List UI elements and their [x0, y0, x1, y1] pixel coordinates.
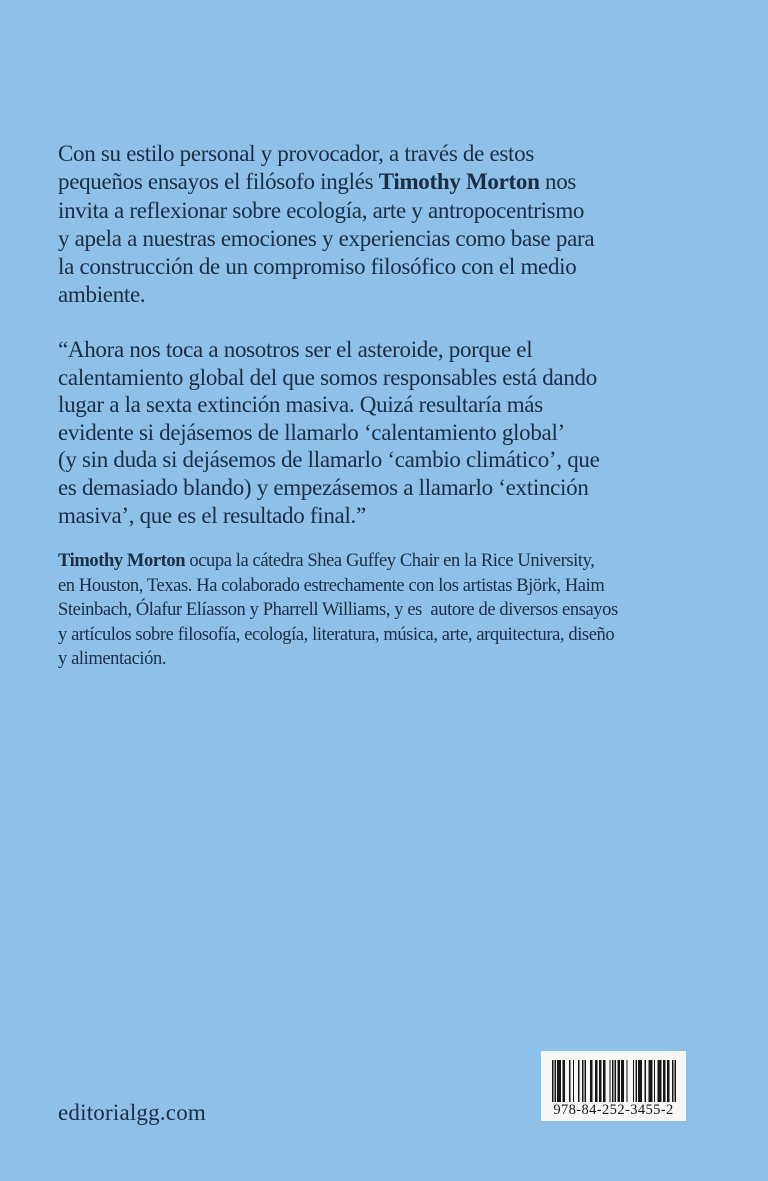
author-bio-paragraph: [58, 549, 618, 672]
text-line: y artículos sobre filosofía, ecología, literatura, música, arte, arquitectura, diseño: [58, 624, 615, 645]
text-line: pequeños ensayos el filósofo inglés Timothy Morton nos: [58, 169, 577, 195]
text-line: en Houston, Texas. Ha colaborado estrechamente con los artistas Björk, Haim: [58, 575, 605, 596]
synopsis-paragraph: [58, 140, 594, 310]
barcode: [541, 1051, 686, 1121]
text-line: y apela a nuestras emociones y experiencias como base para: [58, 225, 595, 251]
text-line: Steinbach, Ólafur Elíasson y Pharrell Williams, y es autore de diversos ensayos: [58, 600, 618, 621]
text-line: evidente si dejásemos de llamarlo ‘calentamiento global’: [58, 419, 565, 445]
text-line: Con su estilo personal y provocador, a través de estos: [58, 141, 534, 166]
text-line: ambiente.: [58, 282, 146, 308]
text-line: invita a reflexionar sobre ecología, arte y antropocentrismo: [58, 197, 585, 223]
barcode-bars-icon: [552, 1060, 676, 1102]
text-line: y alimentación.: [58, 649, 167, 670]
text-line: lugar a la sexta extinción masiva. Quizá resultaría más: [58, 392, 543, 418]
quote-paragraph: [58, 336, 600, 529]
text-line: es demasiado blando) y empezásemos a llamarlo ‘extinción: [58, 474, 589, 500]
isbn-number: 978-84-252-3455-2: [553, 1102, 674, 1118]
text-line: masiva’, que es el resultado final.”: [58, 502, 366, 528]
text-line: (y sin duda si dejásemos de llamarlo ‘cambio climático’, que: [58, 447, 600, 473]
publisher-website: editorialgg.com: [58, 1100, 206, 1125]
text-line: calentamiento global del que somos responsables está dando: [58, 364, 597, 390]
text-line: “Ahora nos toca a nosotros ser el asteroide, porque el: [58, 337, 533, 362]
text-line: la construcción de un compromiso filosófico con el medio: [58, 254, 577, 280]
text-line: Timothy Morton ocupa la cátedra Shea Guffey Chair en la Rice University,: [58, 551, 595, 571]
